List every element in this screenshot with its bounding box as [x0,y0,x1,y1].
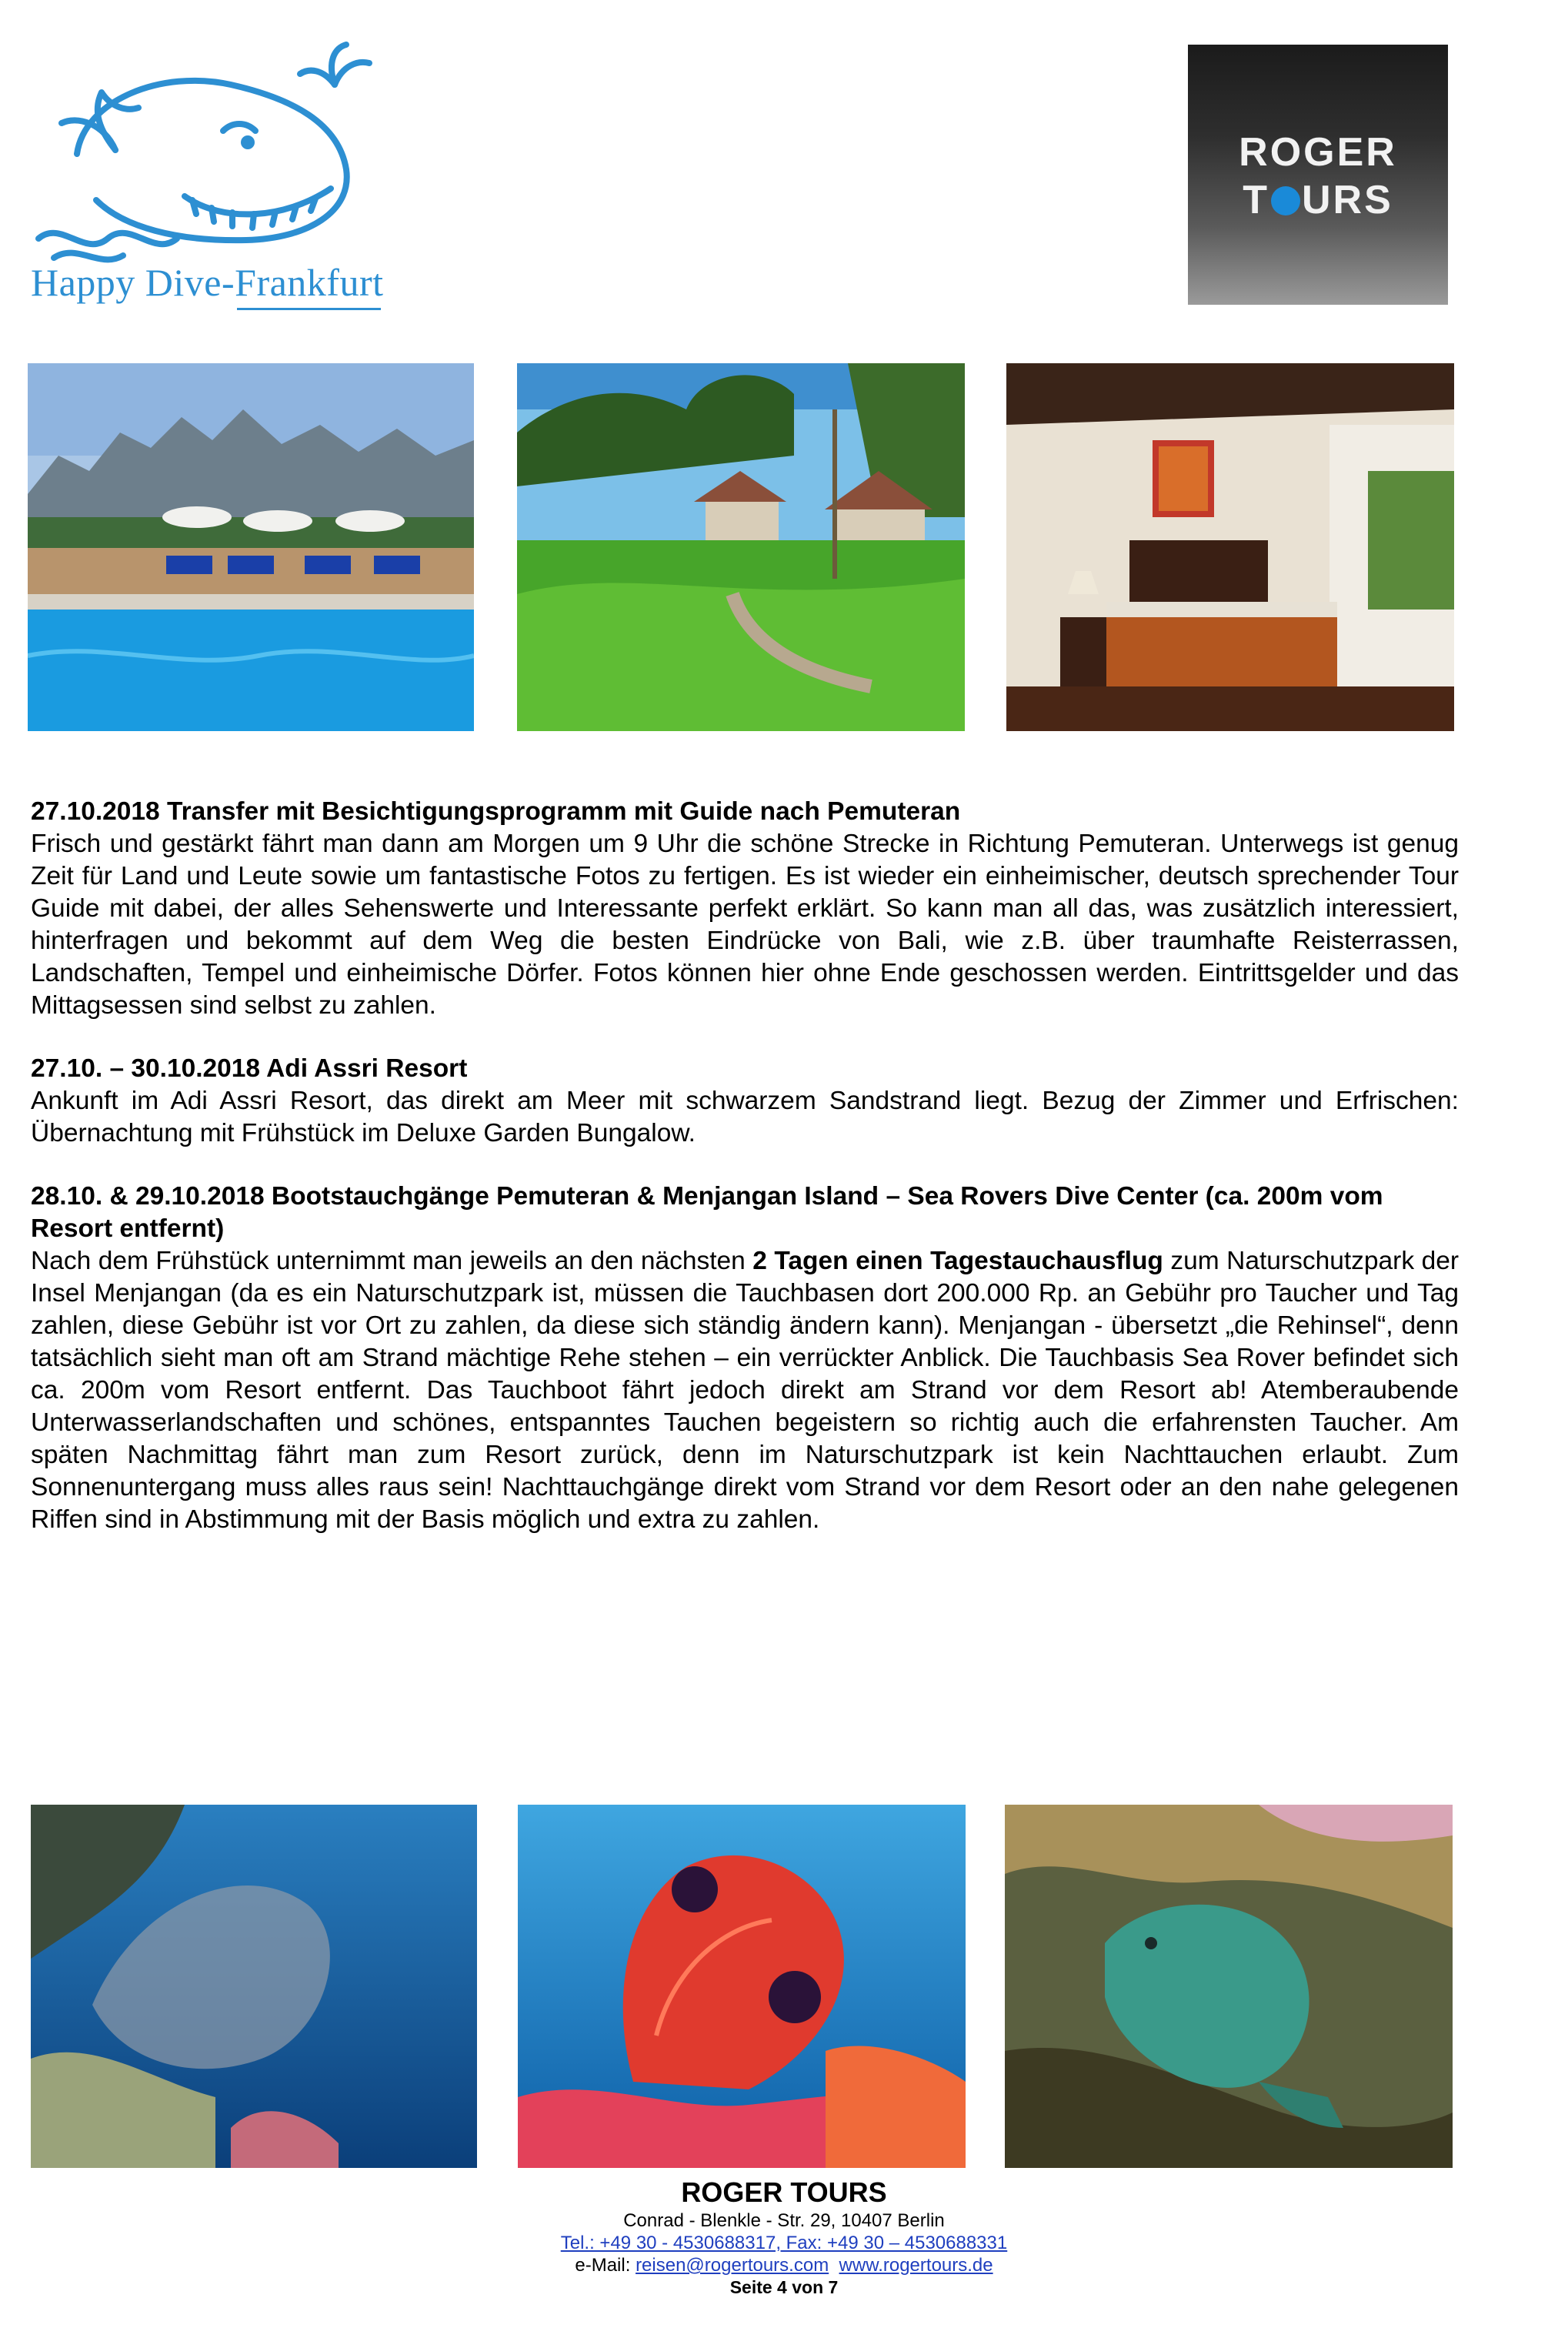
parrotfish-photo [1005,1805,1453,2168]
section-resort [31,1053,1459,1150]
section-transfer [31,796,1459,1022]
section-heading: 27.10.2018 Transfer mit Besichtigungsprogramm mit Guide nach Pemuteran [31,797,961,826]
website-link[interactable]: www.rogertours.de [839,2255,993,2276]
logo-letters-urs: URS [1301,178,1393,222]
red-sea-fan-photo [518,1805,966,2168]
section-text-part: zum Naturschutzpark der Insel Menjangan (da es ein Naturschutzpark ist, müssen die Tauchbasen dort 200.000 Rp. an Gebühr pro Taucher und Tag zahlen, diese Gebühr ist vor Ort zu zahlen, da diese sich ständig ändern kann). Menjangan - übersetzt „die Rehinsel“, denn tatsächlich sieht man oft am Strand mächtige Rehe stehen – ein verrückter Anblick. Die Tauchbasis Sea Rover befindet sich ca. 200m vom Resort entfernt. Das Tauchboot fährt jedoch direkt am Strand vor dem Resort ab! Atemberaubende Unterwasserlandschaften und schönes, entspanntes Tauchen begeistern so richtig auch die erfahrensten Taucher. Am späten Nachmittag fährt man zum Resort zurück, denn im Naturschutzpark ist kein Nachttauchen erlaubt. Zum Sonnenuntergang muss alles raus sein! Nachttauchgänge direkt vom Strand vor dem Resort oder an den nahe gelegenen Riffen sind in Abstimmung mit der Basis möglich und extra zu zahlen. [31,1247,1459,1534]
section-text-bold: 2 Tagen einen Tagestauchausflug [752,1247,1163,1275]
email-label: e-Mail: [575,2255,636,2276]
footer [0,2176,1568,2299]
footer-address: Conrad - Blenkle - Str. 29, 10407 Berlin [623,2210,945,2231]
footer-company: ROGER TOURS [681,2176,887,2208]
footer-phone-fax [0,2232,1568,2254]
phone-fax-link[interactable]: Tel.: +49 30 - 4530688317, Fax: +49 30 – 4530688331 [560,2233,1008,2253]
section-text [31,1245,1459,1536]
section-text: Frisch und gestärkt fährt man dann am Morgen um 9 Uhr die schöne Strecke in Richtung Pemuteran. Unterwegs ist genug Zeit für Land und Leute sowie um fantastische Fotos zu fertigen. Es ist wieder ein einheimischer, deutsch sprechender Tour Guide mit dabei, der alles Sehenswerte und Interessante perfekt erklärt. So kann man all das, was zusätzlich interessiert, hinterfragen und bekommt auf dem Weg die besten Eindrücke von Bali, wie z.B. über traumhafte Reisterrassen, Landschaften, Tempel und einheimische Dörfer. Fotos können hier ohne Ende geschossen werden. Eintrittsgelder und das Mittagsessen sind selbst zu zahlen. [31,830,1459,1020]
page-number: Seite 4 von 7 [729,2277,839,2297]
section-dives [31,1181,1459,1536]
section-heading: 27.10. – 30.10.2018 Adi Assri Resort [31,1054,468,1083]
whale-icon [31,38,385,269]
email-link[interactable]: reisen@rogertours.com [636,2255,829,2276]
logo-dot-icon [1271,186,1300,215]
logo-underline [237,308,381,310]
happy-dive-logo [31,38,385,316]
document-body [31,796,1459,1567]
roger-tours-logo [1188,45,1448,305]
logo-letter-t: T [1243,178,1269,222]
roger-tours-logo-line1: ROGER [1239,130,1397,175]
resort-garden-photo [517,363,965,731]
section-heading: 28.10. & 29.10.2018 Bootstauchgänge Pemuteran & Menjangan Island – Sea Rovers Dive Center (ca. 200m vom Resort entfernt) [31,1182,1383,1243]
footer-contact [0,2254,1568,2276]
section-text-part: Nach dem Frühstück unternimmt man jeweils an den nächsten [31,1247,753,1275]
section-text: Ankunft im Adi Assri Resort, das direkt am Meer mit schwarzem Sandstrand liegt. Bezug der Zimmer und Erfrischen: Übernachtung mit Frühstück im Deluxe Garden Bungalow. [31,1087,1459,1147]
resort-pool-photo [28,363,474,731]
bungalow-room-photo [1006,363,1454,731]
happy-dive-logo-text: Happy Dive-Frankfurt [31,261,384,304]
coral-sea-fan-photo [31,1805,477,2168]
roger-tours-logo-line2 [1188,177,1448,223]
